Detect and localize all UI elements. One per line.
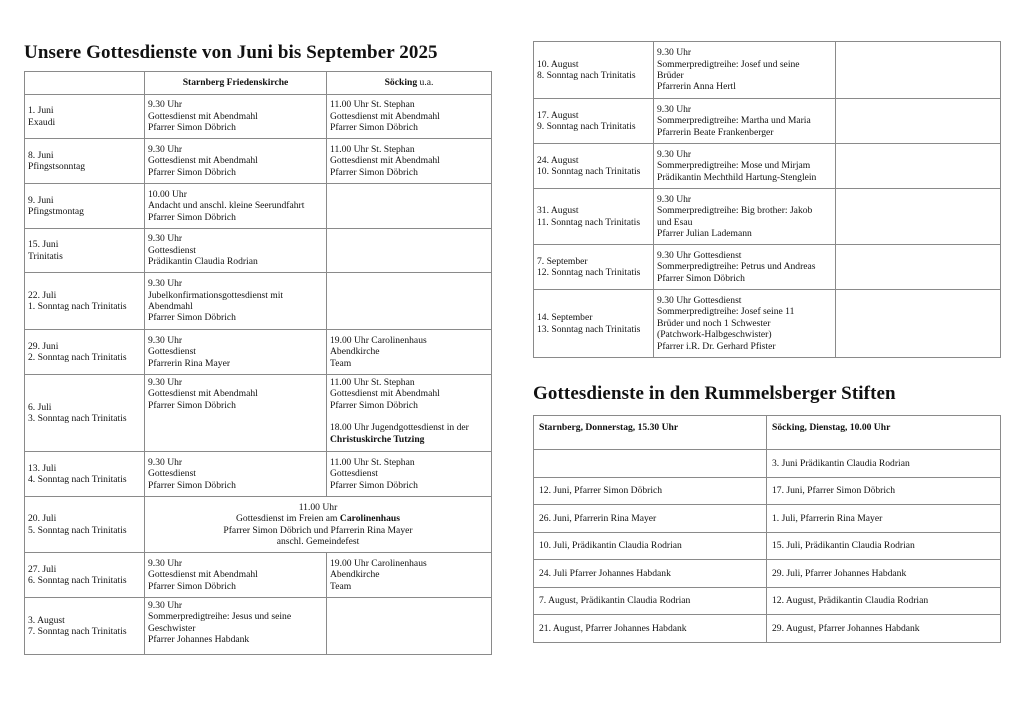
table-row [534,245,1001,290]
row-date: 22. Juli 1. Sonntag nach Trinitatis [28,289,127,312]
services-table-continued [533,41,1001,358]
table-row [534,144,1001,189]
row-starnberg: 9.30 Uhr Gottesdienst Pfarrer Simon Döbrich [148,456,236,491]
header-soecking: Söcking u.a. [327,72,492,95]
row-starnberg: 9.30 Uhr Sommerpredigtreihe: Big brother: Jakob und Esau Pfarrer Julian Lademann [657,193,813,239]
stift-table-header [534,416,1001,450]
stift-cell-starnberg: 12. Juni, Pfarrer Simon Döbrich [534,478,767,505]
row-starnberg: 9.30 Uhr Sommerpredigtreihe: Jesus und seine Geschwister Pfarrer Johannes Habdank [148,600,292,646]
row-date: 10. August 8. Sonntag nach Trinitatis [537,58,636,81]
page-title: Unsere Gottesdienste von Juni bis September 2025 [24,42,438,63]
row-date: 7. September 12. Sonntag nach Trinitatis [537,255,641,278]
table-row [534,560,1001,588]
stift-cell-soecking: 3. Juni Prädikantin Claudia Rodrian [767,450,1001,478]
row-soecking: 11.00 Uhr St. Stephan Gottesdienst mit Abendmahl Pfarrer Simon Döbrich [330,99,440,134]
row-soecking: 19.00 Uhr Carolinenhaus Abendkirche Team [330,557,427,592]
row-merged-event [145,497,492,553]
stift-cell-starnberg: 26. Juni, Pfarrerin Rina Mayer [534,505,767,533]
table-row [25,139,492,184]
table-row [25,375,492,452]
row-date: 17. August 9. Sonntag nach Trinitatis [537,109,636,132]
row-date: 29. Juni 2. Sonntag nach Trinitatis [28,340,127,363]
table-row [25,184,492,229]
row-date: 15. Juni Trinitatis [28,239,63,262]
merged-note: anschl. Gemeindefest [276,535,360,547]
merged-pastors: Pfarrer Simon Döbrich und Pfarrerin Rina Mayer [223,524,413,536]
table-row [534,450,1001,478]
row-soecking: 11.00 Uhr St. Stephan Gottesdienst mit Abendmahl Pfarrer Simon Döbrich [330,377,440,411]
row-starnberg: 9.30 Uhr Gottesdienst Prädikantin Claudia Rodrian [148,233,258,268]
row-starnberg: 9.30 Uhr Sommerpredigtreihe: Josef und seine Brüder Pfarrerin Anna Hertl [657,47,800,93]
header-date [25,72,145,95]
row-starnberg: 9.30 Uhr Jubelkonfirmationsgottesdienst mit Abendmahl Pfarrer Simon Döbrich [148,278,284,324]
row-starnberg: 9.30 Uhr Gottesdienst mit Abendmahl Pfarrer Simon Döbrich [148,377,258,411]
row-date: 1. Juni Exaudi [28,105,56,128]
merged-time: 11.00 Uhr [298,501,338,513]
stift-cell-soecking: 29. August, Pfarrer Johannes Habdank [767,615,1001,643]
table-row [534,533,1001,560]
stift-cell-starnberg [534,450,767,478]
table-row [534,290,1001,358]
header-starnberg-stift: Starnberg, Donnerstag, 15.30 Uhr [534,416,767,450]
stift-table [533,415,1001,643]
merged-event: Gottesdienst im Freien am Carolinenhaus [236,513,400,525]
row-starnberg: 9.30 Uhr Gottesdienst Sommerpredigtreihe: Josef seine 11 Brüder und noch 1 Schwester (Patchwork-Halbgeschwister) Pfarrer i.R. Dr. Gerhard Pfister [657,294,795,352]
row-date: 8. Juni Pfingstsonntag [28,149,86,172]
table-row [25,598,492,655]
stift-cell-starnberg: 10. Juli, Prädikantin Claudia Rodrian [534,533,767,560]
stift-cell-starnberg: 24. Juli Pfarrer Johannes Habdank [534,560,767,588]
stift-cell-soecking: 15. Juli, Prädikantin Claudia Rodrian [767,533,1001,560]
row-date: 14. September 13. Sonntag nach Trinitatis [537,312,641,335]
row-starnberg: 9.30 Uhr Sommerpredigtreihe: Martha und Maria Pfarrerin Beate Frankenberger [657,103,811,138]
table-row [25,95,492,139]
services-table-header [25,72,492,95]
header-soecking-stift: Söcking, Dienstag, 10.00 Uhr [767,416,1001,450]
table-row [25,497,492,553]
row-starnberg: 9.30 Uhr Gottesdienst Pfarrerin Rina Mayer [148,334,231,369]
table-row [25,273,492,330]
row-date: 20. Juli 5. Sonntag nach Trinitatis [28,513,127,536]
row-date: 31. August 11. Sonntag nach Trinitatis [537,205,641,228]
row-date: 3. August 7. Sonntag nach Trinitatis [28,614,127,637]
stift-cell-soecking: 17. Juni, Pfarrer Simon Döbrich [767,478,1001,505]
row-date: 24. August 10. Sonntag nach Trinitatis [537,154,641,177]
table-row [25,330,492,375]
row-starnberg: 9.30 Uhr Sommerpredigtreihe: Mose und Mirjam Prädikantin Mechthild Hartung-Stenglein [657,148,817,183]
row-date: 9. Juni Pfingstmontag [28,194,84,217]
stift-cell-starnberg: 7. August, Prädikantin Claudia Rodrian [534,588,767,615]
row-soecking: 11.00 Uhr St. Stephan Gottesdienst mit Abendmahl Pfarrer Simon Döbrich [330,143,440,178]
row-starnberg: 9.30 Uhr Gottesdienst Sommerpredigtreihe: Petrus und Andreas Pfarrer Simon Döbrich [657,249,816,284]
table-row [534,588,1001,615]
header-starnberg: Starnberg Friedenskirche [145,72,327,95]
row-starnberg: 9.30 Uhr Gottesdienst mit Abendmahl Pfarrer Simon Döbrich [148,557,258,592]
table-row [25,553,492,598]
stift-cell-soecking: 1. Juli, Pfarrerin Rina Mayer [767,505,1001,533]
table-row [25,229,492,273]
table-row [25,452,492,497]
row-date: 13. Juli 4. Sonntag nach Trinitatis [28,462,127,485]
stift-section-title: Gottesdienste in den Rummelsberger Stiften [533,383,896,404]
row-soecking-extra: 18.00 Uhr Jugendgottesdienst in der [330,422,469,434]
row-date: 27. Juli 6. Sonntag nach Trinitatis [28,563,127,586]
row-starnberg: 9.30 Uhr Gottesdienst mit Abendmahl Pfarrer Simon Döbrich [148,143,258,178]
row-starnberg: 9.30 Uhr Gottesdienst mit Abendmahl Pfarrer Simon Döbrich [148,99,258,134]
table-row [534,99,1001,144]
row-date: 6. Juli 3. Sonntag nach Trinitatis [28,401,127,424]
table-row [534,42,1001,99]
stift-cell-soecking: 12. August, Prädikantin Claudia Rodrian [767,588,1001,615]
row-soecking: 19.00 Uhr Carolinenhaus Abendkirche Team [330,334,427,369]
stift-cell-starnberg: 21. August, Pfarrer Johannes Habdank [534,615,767,643]
table-row [534,505,1001,533]
row-starnberg: 10.00 Uhr Andacht und anschl. kleine Seerundfahrt Pfarrer Simon Döbrich [148,188,305,223]
table-row [534,189,1001,245]
stift-cell-soecking: 29. Juli, Pfarrer Johannes Habdank [767,560,1001,588]
table-row [534,615,1001,643]
row-soecking-extra-location: Christuskirche Tutzing [330,433,425,445]
row-soecking: 11.00 Uhr St. Stephan Gottesdienst Pfarrer Simon Döbrich [330,456,418,491]
services-table [24,71,492,655]
table-row [534,478,1001,505]
